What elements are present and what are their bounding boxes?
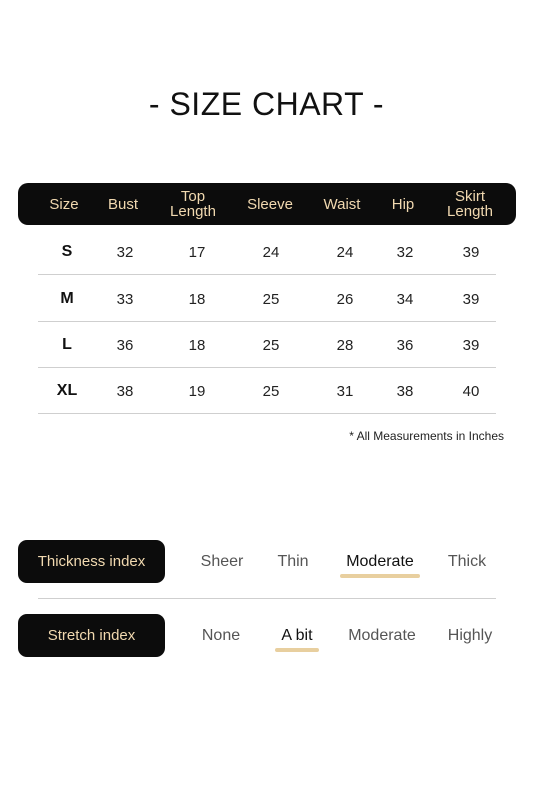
header-top-length: Top Length xyxy=(170,188,216,220)
table-row xyxy=(38,368,496,414)
thickness-option-thin: Thin xyxy=(277,552,309,570)
cell-top-length: 18 xyxy=(188,336,206,354)
cell-size: L xyxy=(62,336,72,353)
table-row xyxy=(38,322,496,368)
cell-hip: 32 xyxy=(396,243,414,261)
cell-sleeve: 25 xyxy=(262,336,280,354)
cell-hip: 36 xyxy=(396,336,414,354)
header-sleeve: Sleeve xyxy=(247,195,293,213)
stretch-option-moderate: Moderate xyxy=(348,626,416,644)
cell-size: S xyxy=(61,243,73,260)
table-row xyxy=(38,276,496,322)
stretch-selected-underline xyxy=(275,648,319,652)
cell-bust: 38 xyxy=(116,382,134,400)
measurement-note: * All Measurements in Inches xyxy=(349,429,504,443)
cell-bust: 36 xyxy=(116,336,134,354)
cell-waist: 26 xyxy=(336,290,354,308)
cell-size: XL xyxy=(56,382,78,399)
stretch-option-highly: Highly xyxy=(447,626,493,644)
section-divider xyxy=(38,598,496,599)
header-bust: Bust xyxy=(107,195,138,213)
table-header xyxy=(18,183,516,225)
cell-waist: 28 xyxy=(336,336,354,354)
cell-skirt-length: 39 xyxy=(462,336,480,354)
thickness-option-moderate: Moderate xyxy=(346,552,414,570)
cell-hip: 34 xyxy=(396,290,414,308)
thickness-option-sheer: Sheer xyxy=(200,552,244,570)
cell-sleeve: 25 xyxy=(262,290,280,308)
cell-top-length: 18 xyxy=(188,290,206,308)
header-size: Size xyxy=(49,195,79,213)
cell-sleeve: 24 xyxy=(262,243,280,261)
cell-waist: 31 xyxy=(336,382,354,400)
cell-waist: 24 xyxy=(336,243,354,261)
stretch-index-label: Stretch index xyxy=(18,614,165,657)
row-divider xyxy=(38,274,496,275)
cell-sleeve: 25 xyxy=(262,382,280,400)
thickness-index-label: Thickness index xyxy=(18,540,165,583)
cell-top-length: 19 xyxy=(188,382,206,400)
table-row xyxy=(38,229,496,275)
thickness-selected-underline xyxy=(340,574,420,578)
cell-bust: 32 xyxy=(116,243,134,261)
stretch-option-a-bit: A bit xyxy=(281,626,313,644)
cell-skirt-length: 39 xyxy=(462,290,480,308)
header-hip: Hip xyxy=(391,195,415,213)
cell-size: M xyxy=(60,290,74,307)
thickness-option-thick: Thick xyxy=(447,552,487,570)
page-title: - SIZE CHART - xyxy=(148,86,385,122)
cell-skirt-length: 39 xyxy=(462,243,480,261)
header-waist: Waist xyxy=(323,195,361,213)
header-skirt-length: Skirt Length xyxy=(447,188,493,220)
stretch-option-none: None xyxy=(201,626,241,644)
cell-hip: 38 xyxy=(396,382,414,400)
cell-skirt-length: 40 xyxy=(462,382,480,400)
cell-bust: 33 xyxy=(116,290,134,308)
cell-top-length: 17 xyxy=(188,243,206,261)
row-divider xyxy=(38,413,496,414)
